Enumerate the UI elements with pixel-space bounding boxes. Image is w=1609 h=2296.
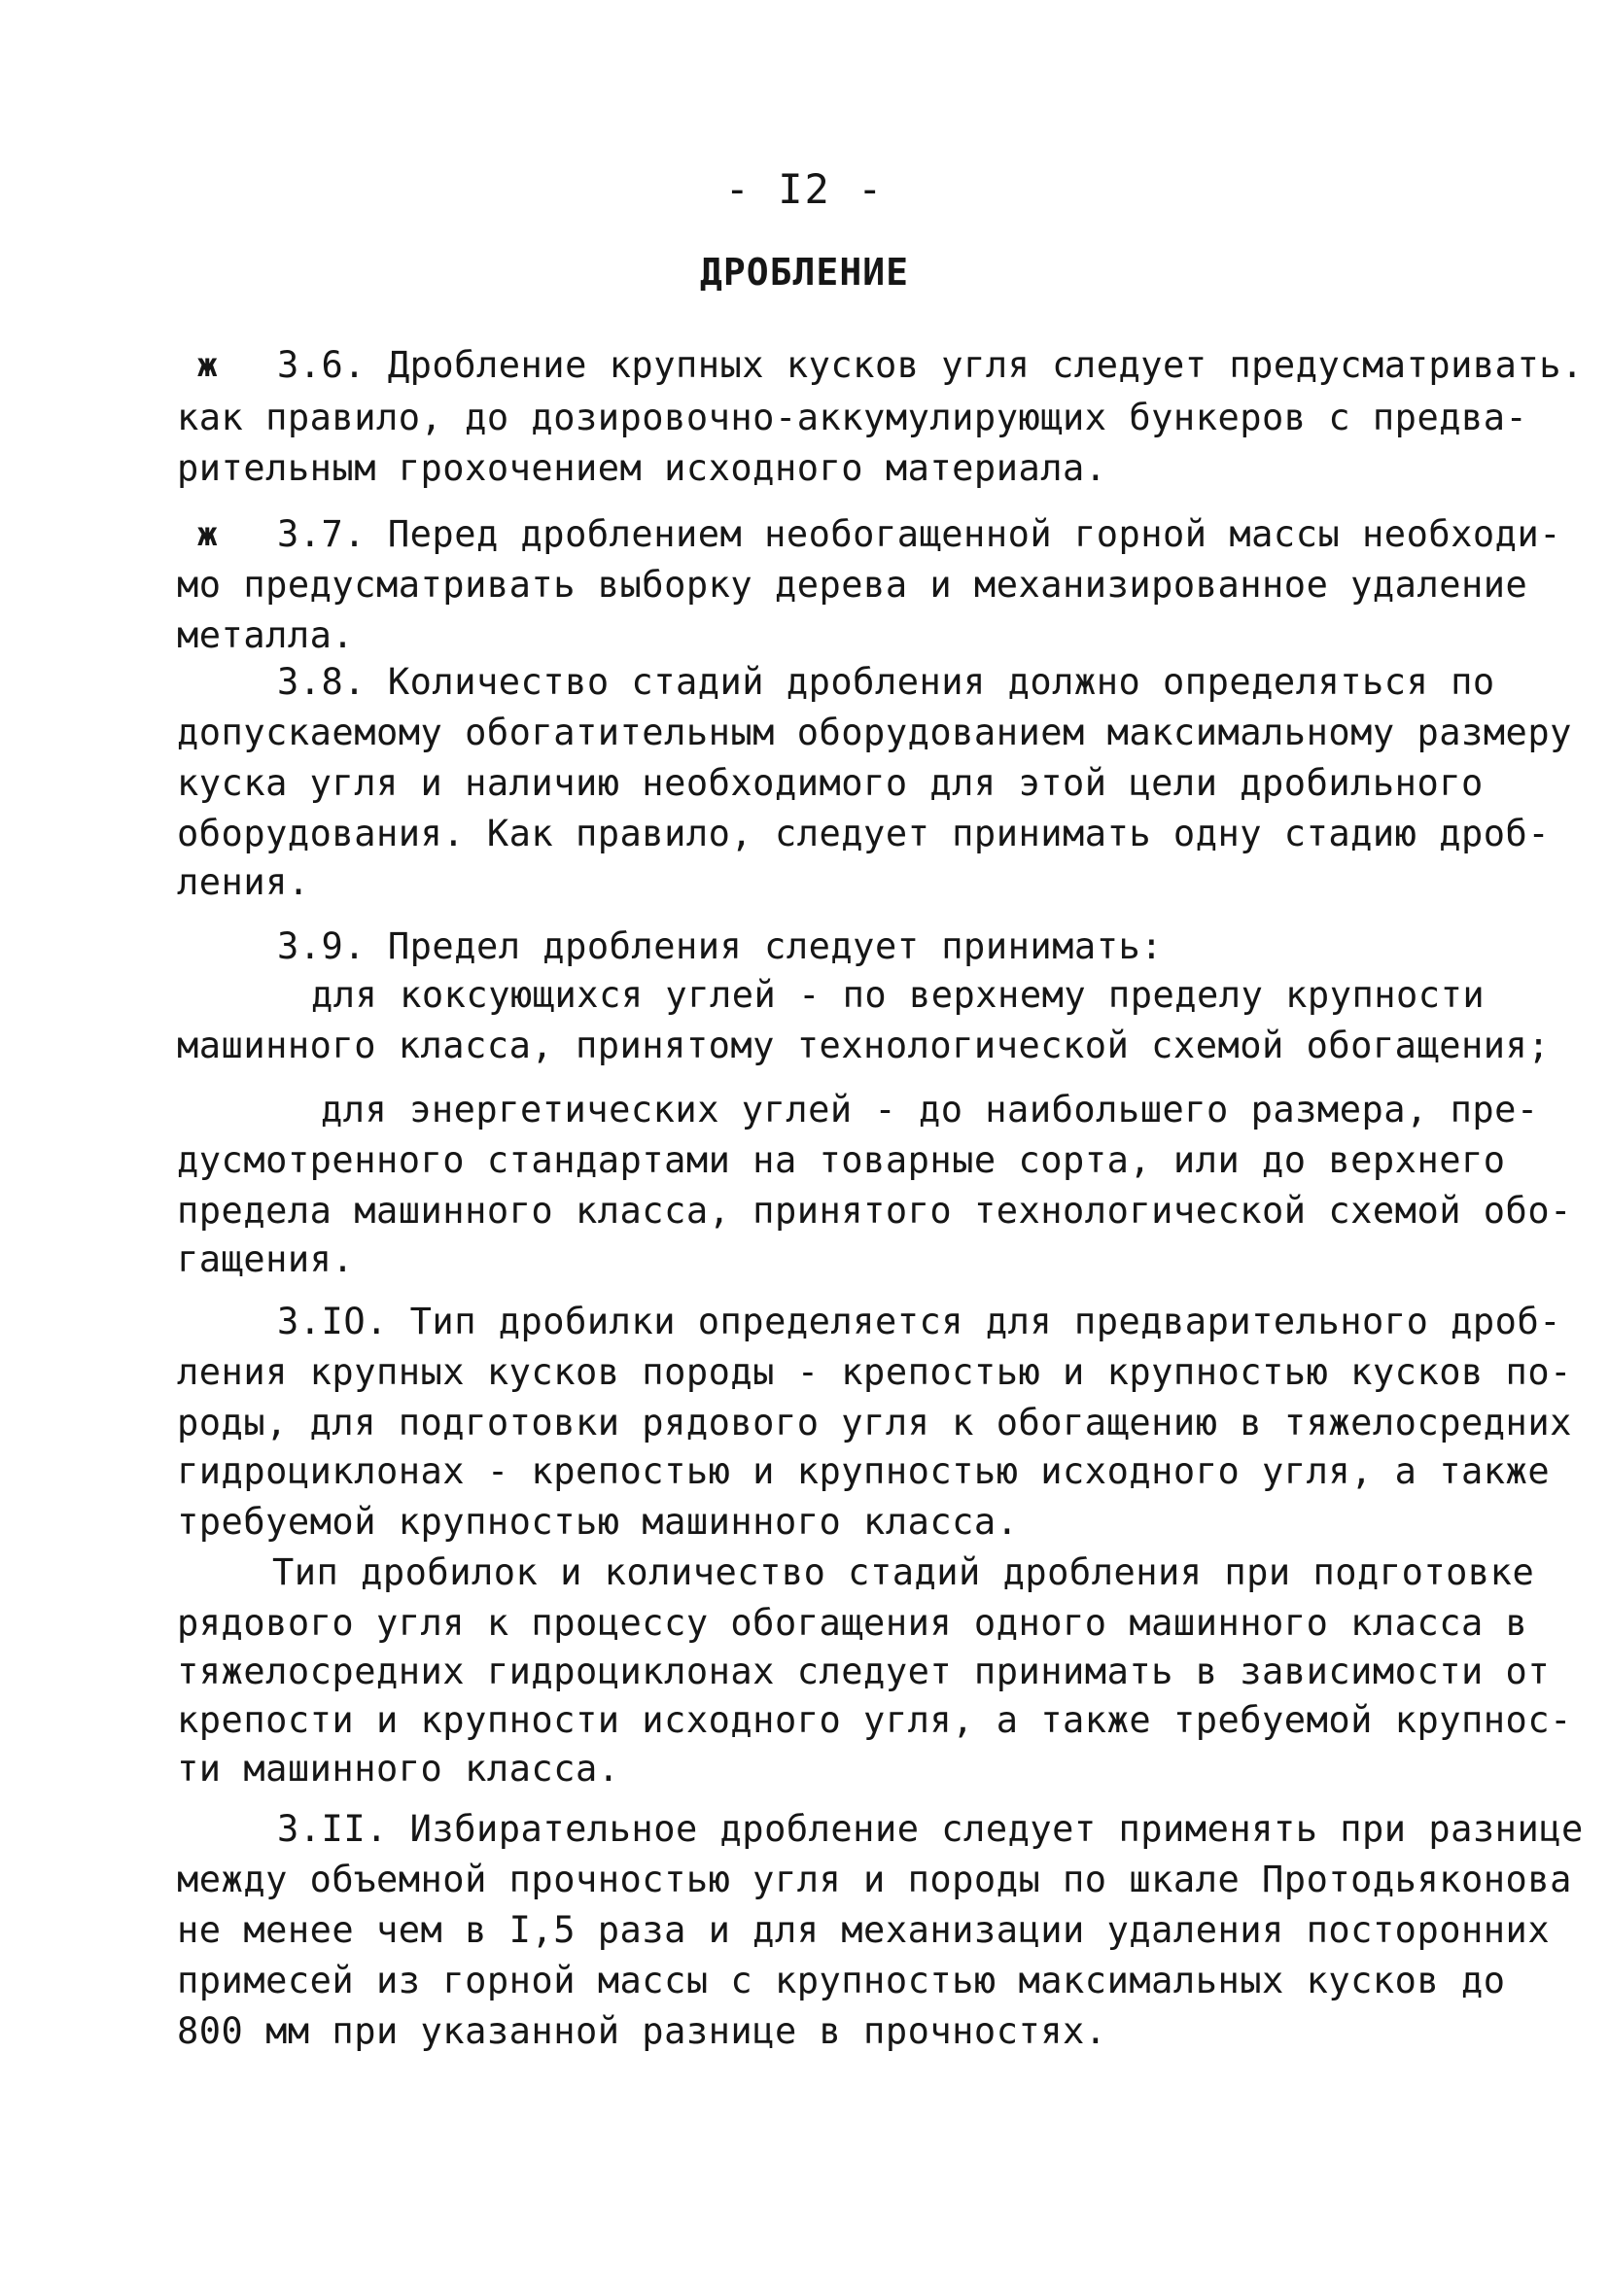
text-line: Тип дробилок и количество стадий дробления при подготовке [272, 1551, 1535, 1593]
text-line: крепости и крупности исходного угля, а также требуемой крупнос- [177, 1699, 1572, 1741]
section-marker-3-6: ж [197, 346, 218, 385]
text-line: рительным грохочением исходного материала. [177, 447, 1107, 489]
text-line: для коксующихся углей - по верхнему пределу крупности [311, 974, 1486, 1016]
text-line: не менее чем в I,5 раза и для механизации удаления посторонних [177, 1909, 1551, 1951]
text-line: 3.9. Предел дробления следует принимать: [277, 925, 1164, 967]
section-marker-3-7: ж [197, 515, 218, 554]
text-line: 3.7. Перед дроблением необогащенной горной массы необходи- [277, 513, 1562, 555]
text-line: 800 мм при указанной разнице в прочностях. [177, 2010, 1107, 2052]
text-line: рядового угля к процессу обогащения одного машинного класса в [177, 1602, 1528, 1644]
text-line: оборудования. Как правило, следует принимать одну стадию дроб- [177, 813, 1551, 854]
text-line: между объемной прочностью угля и породы по шкале Протодьяконова [177, 1859, 1572, 1900]
text-line: 3.IO. Тип дробилки определяется для предварительного дроб- [277, 1301, 1562, 1342]
text-line: предела машинного класса, принятого технологической схемой обо- [177, 1190, 1572, 1232]
text-line: 3.II. Избирательное дробление следует применять при разнице [277, 1808, 1584, 1850]
text-line: ления. [177, 861, 310, 903]
text-line: допускаемому обогатительным оборудованием максимальному размеру [177, 712, 1572, 753]
text-line: роды, для подготовки рядового угля к обогащению в тяжелосредних [177, 1402, 1572, 1444]
text-line: тяжелосредних гидроциклонах следует принимать в зависимости от [177, 1651, 1551, 1692]
text-line: металла. [177, 614, 355, 656]
text-line: для энергетических углей - до наибольшего размера, пре- [321, 1089, 1539, 1131]
text-line: дусмотренного стандартами на товарные сорта, или до верхнего [177, 1139, 1506, 1181]
text-line: гащения. [177, 1238, 355, 1280]
text-line: гидроциклонах - крепостью и крупностью исходного угля, а также [177, 1450, 1551, 1492]
section-heading: ДРОБЛЕНИЕ [700, 251, 909, 294]
text-line: ти машинного класса. [177, 1748, 620, 1790]
text-line: мо предусматривать выборку дерева и механизированное удаление [177, 564, 1528, 606]
text-line: машинного класса, принятому технологической схемой обогащения; [177, 1025, 1551, 1066]
text-line: 3.8. Количество стадий дробления должно определяться по [277, 661, 1495, 703]
text-line: как правило, до дозировочно-аккумулирующих бункеров с предва- [177, 397, 1528, 438]
text-line: 3.6. Дробление крупных кусков угля следует предусматривать. [277, 344, 1584, 386]
text-line: примесей из горной массы с крупностью максимальных кусков до [177, 1960, 1506, 2001]
text-line: ления крупных кусков породы - крепостью и крупностью кусков по- [177, 1351, 1572, 1393]
page-number: - I2 - [724, 165, 885, 213]
text-line: требуемой крупностью машинного класса. [177, 1501, 1019, 1543]
text-line: куска угля и наличию необходимого для этой цели дробильного [177, 762, 1484, 804]
